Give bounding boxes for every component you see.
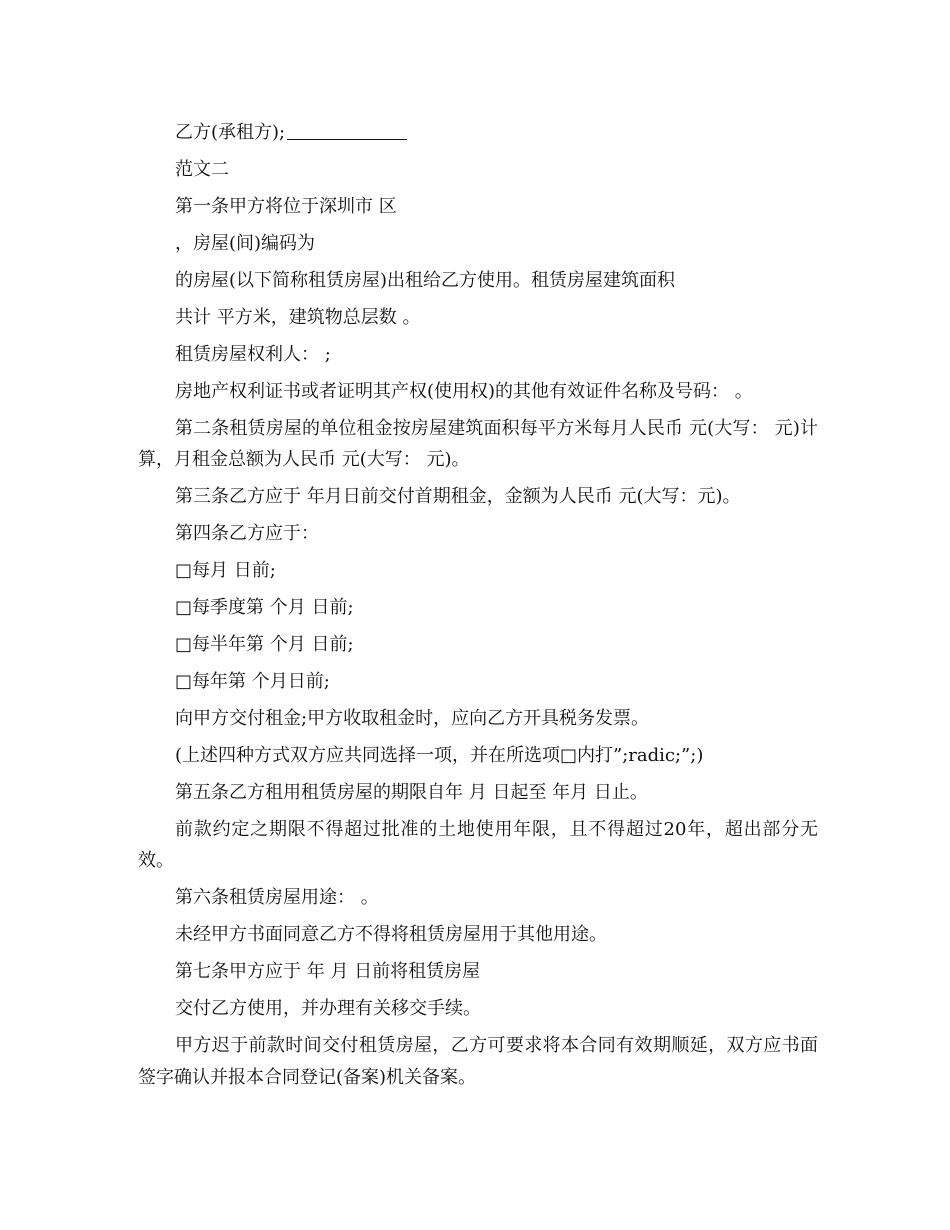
paragraph: 未经甲方书面同意乙方不得将租赁房屋用于其他用途。 (175, 924, 607, 946)
paragraph: 前款约定之期限不得超过批准的土地使用年限，且不得超过20年，超出部分无效。 (138, 819, 818, 872)
paragraph: (上述四种方式双方应共同选择一项，并在所选项□内打”;radic;”;) (175, 745, 704, 767)
paragraph: 第五条乙方租用租赁房屋的期限自年 月 日起至 年月 日止。 (175, 782, 648, 804)
paragraph: □每半年第 个月 日前; (175, 634, 354, 656)
document-body (138, 117, 818, 1099)
paragraph: 甲方迟于前款时间交付租赁房屋，乙方可要求将本合同有效期顺延，双方应书面签字确认并报本合同登记(备案)机关备案。 (138, 1035, 818, 1088)
paragraph: 向甲方交付租金;甲方收取租金时，应向乙方开具税务发票。 (175, 708, 650, 730)
paragraph: 房地产权利证书或者证明其产权(使用权)的其他有效证件名称及号码： 。 (175, 381, 753, 402)
paragraph: 租赁房屋权利人： ; (175, 344, 331, 365)
paragraph: ，房屋(间)编码为 (175, 233, 316, 254)
paragraph: 共计 平方米，建筑物总层数 。 (175, 307, 421, 328)
paragraph: 第二条租赁房屋的单位租金按房屋建筑面积每平方米每月人民币 元(大写： 元)计算，月租金总额为人民币 元(大写： 元)。 (138, 418, 818, 471)
paragraph: 第四条乙方应于： (175, 523, 319, 545)
party-b-label: 乙方(承租方); (175, 122, 286, 143)
paragraph: 第一条甲方将位于深圳市 区 (175, 196, 397, 217)
paragraph: 第三条乙方应于 年月日前交付首期租金，金额为人民币 元(大写：元)。 (175, 486, 741, 508)
party-b-blank (287, 121, 407, 140)
paragraph: □每季度第 个月 日前; (175, 597, 354, 619)
paragraph: 交付乙方使用，并办理有关移交手续。 (175, 998, 481, 1020)
paragraph: 的房屋(以下简称租赁房屋)出租给乙方使用。租赁房屋建筑面积 (175, 270, 676, 291)
paragraph-party-b (138, 117, 818, 148)
paragraph: □每月 日前; (175, 560, 276, 582)
paragraph: 第六条租赁房屋用途： 。 (175, 887, 379, 909)
paragraph: 范文二 (175, 159, 229, 180)
paragraph: □每年第 个月日前; (175, 671, 330, 693)
paragraph: 第七条甲方应于 年 月 日前将租赁房屋 (175, 961, 481, 983)
